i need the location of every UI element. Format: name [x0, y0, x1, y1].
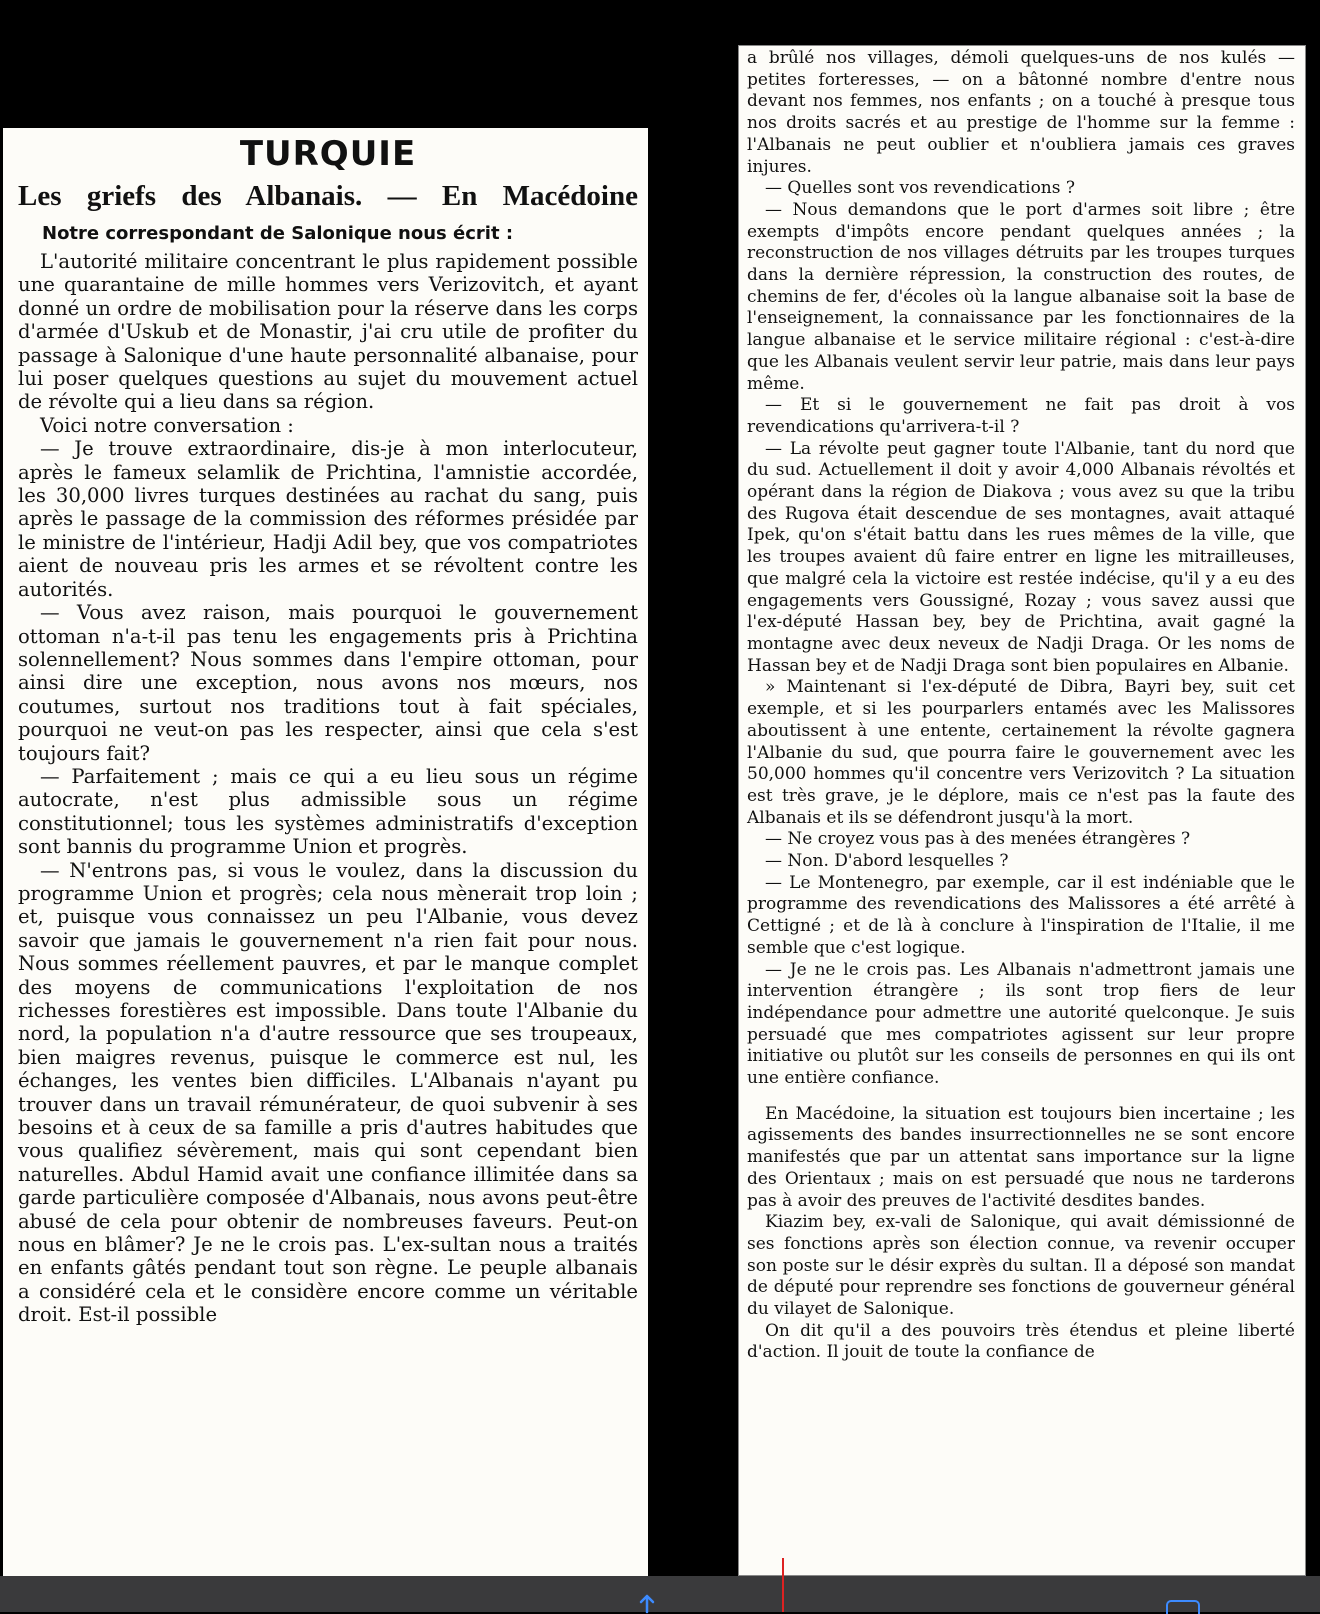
article-column-right: [738, 45, 1306, 1576]
paragraph: — N'entrons pas, si vous le voulez, dans la discussion du programme Union et progrès; cela nous mènerait trop loin ; et, puisque vous connaissez un peu l'Albanie, vous devez savoir que jamais le gouvernement n'a rien fait pour nous. Nous sommes réellement pauvres, et par le manque complet des moyens de communications l'exploitation de nos richesses forestières est impossible. Dans toute l'Albanie du nord, la population n'a d'autre ressource que ses troupeaux, bien maigres revenus, puisque le commerce est nul, les échanges, les ventes bien difficiles. L'Albanais n'ayant pu trouver dans un travail rémunérateur, de quoi subvenir à ses besoins et à ceux de sa famille a pris d'autres habitudes que vous qualifiez sévèrement, mais qui sont cependant bien naturelles. Abdul Hamid avait une confiance illimitée dans sa garde particulière composée d'Albanais, nous avons peut-être abusé de cela pour obtenir de nombreuses faveurs. Peut-on nous en blâmer? Je ne le crois pas. L'ex-sultan nous a traités en enfants gâtés pendant tout son règne. Le peuple albanais a considéré cela et le considère encore comme un véritable droit. Est-il possible: [18, 858, 638, 1327]
paragraph: En Macédoine, la situation est toujours bien incertaine ; les agissements des bandes insurrectionnelles ne se sont encore manifestés que par un attentat sans importance sur la ligne des Orientaux ; mais on est persuadé que nous ne tarderons pas à avoir des preuves de l'activité desdites bandes.: [747, 1103, 1295, 1211]
article-subheading: Les griefs des Albanais. — En Macédoine: [18, 180, 638, 212]
article-intro: Notre correspondant de Salonique nous écrit :: [42, 223, 514, 244]
paragraph: Voici notre conversation :: [40, 413, 294, 437]
text-cursor: [782, 1558, 784, 1612]
paragraph: — Ne croyez vous pas à des menées étrangères ?: [765, 829, 1191, 850]
share-icon[interactable]: [637, 1594, 657, 1614]
paragraph: L'autorité militaire concentrant le plus rapidement possible une quarantaine de mille hommes vers Verizovitch, et ayant donné un ordre de mobilisation pour la réserve dans les corps d'armée d'Uskub et de Monastir, j'ai cru utile de profiter du passage à Salonique d'une haute personnalité albanaise, pour lui poser quelques questions au sujet du mouvement actuel de révolte qui a lieu dans sa région.: [18, 250, 638, 414]
paragraph: — Non. D'abord lesquelles ?: [765, 851, 1009, 872]
paragraph: a brûlé nos villages, démoli quelques-uns de nos kulés — petites forteresses, — on a bâtonné nombre d'entre nous devant nos femmes, nos enfants ; on a touché à presque tous nos droits sacrés et au prestige de l'homme sur la femme : l'Albanais ne peut oublier et n'oubliera jamais ces graves injures.: [747, 48, 1295, 177]
paragraph: — Parfaitement ; mais ce qui a eu lieu sous un régime autocrate, n'est plus admissible sous un régime constitutionnel; tous les systèmes administratifs d'exception sont bannis du programme Union et progrès.: [18, 764, 638, 859]
paragraph: — Je trouve extraordinaire, dis-je à mon interlocuteur, après le fameux selamlik de Prichtina, l'amnistie accordée, les 30,000 livres turques destinées au rachat du sang, puis après le passage de la commission des réformes présidée par le ministre de l'intérieur, Hadji Adil bey, que vos compatriotes aient de nouveau pris les armes et se révoltent contre les autorités.: [18, 437, 638, 601]
paragraph: Kiazim bey, ex-vali de Salonique, qui avait démissionné de ses fonctions après son élection connue, va revenir occuper son poste sur le désir exprès du sultan. Il a déposé son mandat de député pour reprendre ses fonctions de gouverneur général du vilayet de Salonique.: [747, 1212, 1295, 1320]
article-heading: TURQUIE: [239, 134, 417, 174]
paragraph: — La révolte peut gagner toute l'Albanie, tant du nord que du sud. Actuellement il doit y avoir 4,000 Albanais révoltés et opérant dans la région de Diakova ; vous avez su que la tribu des Rugova était descendue de ses montagnes, avait attaqué Ipek, qu'on s'était battu dans les rues mêmes de la ville, que les troupes avaient dû faire entrer en ligne les mitrailleuses, que malgré cela la victoire est restée indécise, qu'il y a eu des engagements vers Goussigné, Rozay ; vous savez aussi que l'ex-député Hassan bey, bey de Prichtina, avait gagné la montagne avec deux neveux de Nadji Draga. Or les noms de Hassan bey et de Nadji Draga sont bien populaires en Albanie.: [747, 438, 1295, 676]
article-column-left: [3, 128, 648, 1576]
paragraph: On dit qu'il a des pouvoirs très étendus et pleine liberté d'action. Il jouit de toute la confiance de: [747, 1320, 1295, 1363]
paragraph: » Maintenant si l'ex-député de Dibra, Bayri bey, suit cet exemple, et si les pourparlers entamés avec les Malissores aboutissent à une entente, certainement la révolte gagnera l'Albanie du sud, que pourra faire le gouvernement avec les 50,000 hommes qu'il concentre vers Verizovitch ? La situation est très grave, je le déplore, mais ce n'est pas la faute des Albanais et ils se défendront jusqu'à la mort.: [747, 677, 1295, 828]
paragraph: — Je ne le crois pas. Les Albanais n'admettront jamais une intervention étrangère ; ils sont trop fiers de leur indépendance pour admettre une autorité quelconque. Je suis persuadé que mes compatriotes agissent sur leur propre initiative ou plutôt sur les conseils de personnes en qui ils ont une entière confiance.: [747, 959, 1295, 1089]
paragraph: — Nous demandons que le port d'armes soit libre ; être exempts d'impôts encore pendant quelques années ; la reconstruction de nos villages détruits par les troupes turques dans la dernière répression, la construction des routes, de chemins de fer, d'écoles où la langue albanaise soit la base de l'enseignement, la connaissance par les fonctionnaires de la langue albanaise et le service militaire régional : c'est-à-dire que les Albanais veulent servir leur patrie, mais dans leur pays même.: [747, 199, 1295, 394]
paragraph: — Vous avez raison, mais pourquoi le gouvernement ottoman n'a-t-il pas tenu les engagements pris à Prichtina solennellement? Nous sommes dans l'empire ottoman, pour ainsi dire une exception, nous avons nos mœurs, nos coutumes, surtout nos traditions tout à fait spéciales, pourquoi ne veut-on pas les respecter, ainsi que cela s'est toujours fait?: [18, 601, 638, 765]
paragraph: — Et si le gouvernement ne fait pas droit à vos revendications qu'arrivera-t-il ?: [747, 395, 1295, 437]
paragraph: — Le Montenegro, par exemple, car il est indéniable que le programme des revendications des Malissores a été arrêté à Cettigné ; et de là à conclure à l'inspiration de l'Italie, il me semble que c'est logique.: [747, 872, 1295, 958]
bottom-toolbar: [0, 1576, 1320, 1612]
paragraph: — Quelles sont vos revendications ?: [765, 178, 1075, 199]
